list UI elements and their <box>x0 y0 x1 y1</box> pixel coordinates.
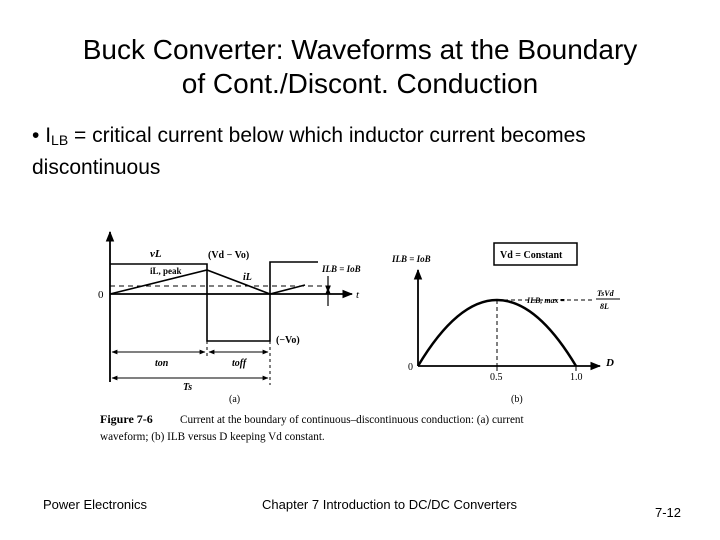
panel-b-zero: 0 <box>408 362 413 373</box>
bullet-current-symbol: I <box>45 124 52 147</box>
il-peak-label: iL, peak <box>150 266 182 276</box>
il-label: iL <box>243 272 252 283</box>
figure-caption <box>100 412 525 443</box>
footer-page-number: 7-12 <box>655 505 682 520</box>
vl-label: vL <box>150 248 162 260</box>
panel-b-y-label: ILB = IoB <box>392 254 431 264</box>
neg-vo-label: (−Vo) <box>276 335 300 346</box>
bullet-current-subscript: LB <box>51 132 69 148</box>
footer-left: Power Electronics <box>43 497 148 512</box>
panel-a-caption: (a) <box>229 394 241 405</box>
panel-a <box>98 232 361 405</box>
bullet-marker: • <box>32 124 40 147</box>
ilb-max-label: ILB, max = <box>527 296 566 305</box>
vd-vo-label: (Vd − Vo) <box>208 250 250 261</box>
ts-label: Ts <box>183 382 193 393</box>
panel-a-zero: 0 <box>98 289 104 301</box>
tick-half-label: 0.5 <box>490 372 503 383</box>
ton-label: ton <box>155 358 169 369</box>
d-axis-label: D <box>606 357 614 369</box>
panel-b <box>391 243 620 405</box>
bullet-text: = critical current below which inductor current becomes discontinuous <box>32 124 586 179</box>
caption-line-2: waveform; (b) ILB versus D keeping Vd constant. <box>100 431 325 443</box>
footer-center: Chapter 7 Introduction to DC/DC Converters <box>262 497 518 512</box>
ilb-max-denominator: 8L <box>600 302 609 311</box>
ilb-max-numerator: TsVd <box>597 289 614 298</box>
t-axis-label: t <box>356 289 360 301</box>
ilb-label: ILB = IoB <box>322 264 361 274</box>
title-line-1: Buck Converter: Waveforms at the Boundary <box>82 34 638 65</box>
tick-one-label: 1.0 <box>570 372 583 383</box>
vd-constant-label: Vd = Constant <box>500 250 563 261</box>
title-line-2: of Cont./Discont. Conduction <box>181 68 539 99</box>
toff-label: toff <box>232 358 247 369</box>
vl-waveform <box>110 262 318 341</box>
panel-b-caption: (b) <box>511 394 523 405</box>
figure-number: Figure 7-6 <box>100 412 153 426</box>
caption-line-1: Current at the boundary of continuous–discontinuous conduction: (a) current <box>180 414 524 426</box>
